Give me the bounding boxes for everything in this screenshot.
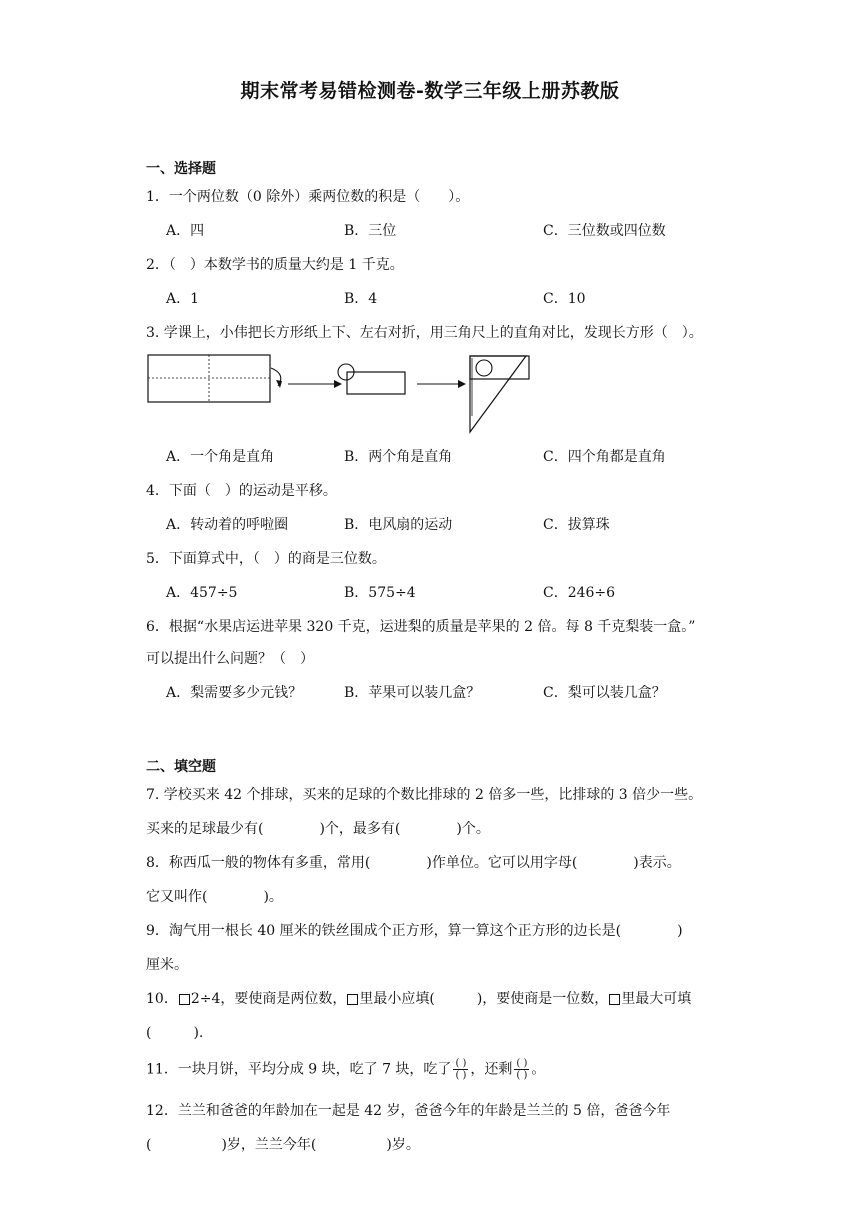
folding-diagram bbox=[140, 346, 540, 436]
question-11 bbox=[146, 1058, 545, 1081]
question-10-line-1 bbox=[146, 988, 691, 1008]
fraction-denominator: ( ) bbox=[516, 1070, 528, 1081]
question-8-line-2: 它又叫作( )。 bbox=[146, 889, 283, 905]
fraction-numerator: ( ) bbox=[516, 1058, 528, 1069]
fraction-numerator: ( ) bbox=[455, 1058, 467, 1069]
q10-text-c: 里最大可填 bbox=[621, 991, 692, 1007]
triangle-ruler bbox=[470, 356, 526, 432]
section-heading-fill: 二、填空题 bbox=[146, 759, 216, 775]
fraction-blank bbox=[514, 1058, 529, 1081]
question-9-line-2: 厘米。 bbox=[146, 957, 188, 973]
question-1: 1．一个两位数（0 除外）乘两位数的积是（ ）。 bbox=[146, 189, 470, 205]
q3-option-c: C．四个角都是直角 bbox=[543, 449, 666, 465]
blank-box-icon bbox=[179, 994, 190, 1005]
q6-option-b: B．苹果可以装几盒？ bbox=[344, 685, 481, 701]
question-8-line-1: 8．称西瓜一般的物体有多重，常用( )作单位。它可以用字母( )表示。 bbox=[146, 855, 681, 871]
question-12-line-1: 12．兰兰和爸爸的年龄加在一起是 42 岁，爸爸今年的年龄是兰兰的 5 倍，爸爸今年 bbox=[146, 1103, 671, 1119]
question-2: 2．（ ）本数学书的质量大约是 1 千克。 bbox=[146, 257, 404, 273]
compared-rectangle bbox=[470, 356, 529, 379]
section-heading-choice: 一、选择题 bbox=[146, 161, 216, 177]
q5-option-c: C．246÷6 bbox=[543, 585, 616, 601]
q10-number: 10． bbox=[146, 991, 178, 1007]
fraction-denominator: ( ) bbox=[455, 1070, 467, 1081]
q4-option-c: C．拔算珠 bbox=[543, 517, 610, 533]
q2-option-a: A．1 bbox=[166, 291, 200, 307]
right-angle-circle bbox=[476, 360, 492, 376]
q10-text-a: 2÷4，要使商是两位数， bbox=[190, 991, 347, 1007]
question-7-line-2: 买来的足球最少有( )个，最多有( )个。 bbox=[146, 821, 490, 837]
blank-box-icon bbox=[609, 994, 620, 1005]
q1-option-b: B．三位 bbox=[344, 223, 397, 239]
blank-box-icon bbox=[347, 994, 358, 1005]
folded-rectangle bbox=[347, 372, 405, 394]
q5-option-b: B．575÷4 bbox=[344, 585, 416, 601]
q1-option-c: C．三位数或四位数 bbox=[543, 223, 666, 239]
question-6-line-1: 6．根据“水果店运进苹果 320 千克，运进梨的质量是苹果的 2 倍。每 8 千克梨装一盒。” bbox=[146, 619, 696, 635]
fraction-blank bbox=[453, 1058, 468, 1081]
question-6-line-2: 可以提出什么问题？（ ） bbox=[146, 651, 314, 667]
q3-option-b: B．两个角是直角 bbox=[344, 449, 453, 465]
q2-option-c: C．10 bbox=[543, 291, 586, 307]
page-title: 期末常考易错检测卷-数学三年级上册苏教版 bbox=[240, 80, 620, 102]
question-9-line-1: 9．淘气用一根长 40 厘米的铁丝围成个正方形，算一算这个正方形的边长是( ) bbox=[146, 923, 683, 939]
paper-rectangle bbox=[148, 355, 270, 402]
q2-option-b: B．4 bbox=[344, 291, 378, 307]
q11-text-c: 。 bbox=[531, 1061, 546, 1078]
question-7-line-1: 7. 学校买来 42 个排球，买来的足球的个数比排球的 2 倍多一些，比排球的 3 倍少一些。 bbox=[146, 787, 703, 803]
q4-option-a: A．转动着的呼啦圈 bbox=[166, 517, 289, 533]
q6-option-a: A．梨需要多少元钱？ bbox=[166, 685, 303, 701]
q11-text-a: 11．一块月饼，平均分成 9 块，吃了 7 块，吃了 bbox=[146, 1061, 452, 1078]
q3-option-a: A．一个角是直角 bbox=[166, 449, 275, 465]
q10-text-b: 里最小应填( )，要使商是一位数， bbox=[359, 991, 609, 1007]
question-12-line-2: ( )岁，兰兰今年( )岁。 bbox=[146, 1137, 420, 1153]
question-5: 5．下面算式中，（ ）的商是三位数。 bbox=[146, 551, 386, 567]
q4-option-b: B．电风扇的运动 bbox=[344, 517, 453, 533]
question-10-line-2: ( ). bbox=[146, 1025, 204, 1041]
q6-option-c: C．梨可以装几盒？ bbox=[543, 685, 666, 701]
q1-option-a: A．四 bbox=[166, 223, 205, 239]
q11-text-b: ，还剩 bbox=[470, 1061, 513, 1078]
question-4: 4．下面（ ）的运动是平移。 bbox=[146, 483, 337, 499]
question-3: 3. 学课上，小伟把长方形纸上下、左右对折，用三角尺上的直角对比，发现长方形（ ）。 bbox=[146, 325, 703, 341]
q5-option-a: A．457÷5 bbox=[166, 585, 238, 601]
